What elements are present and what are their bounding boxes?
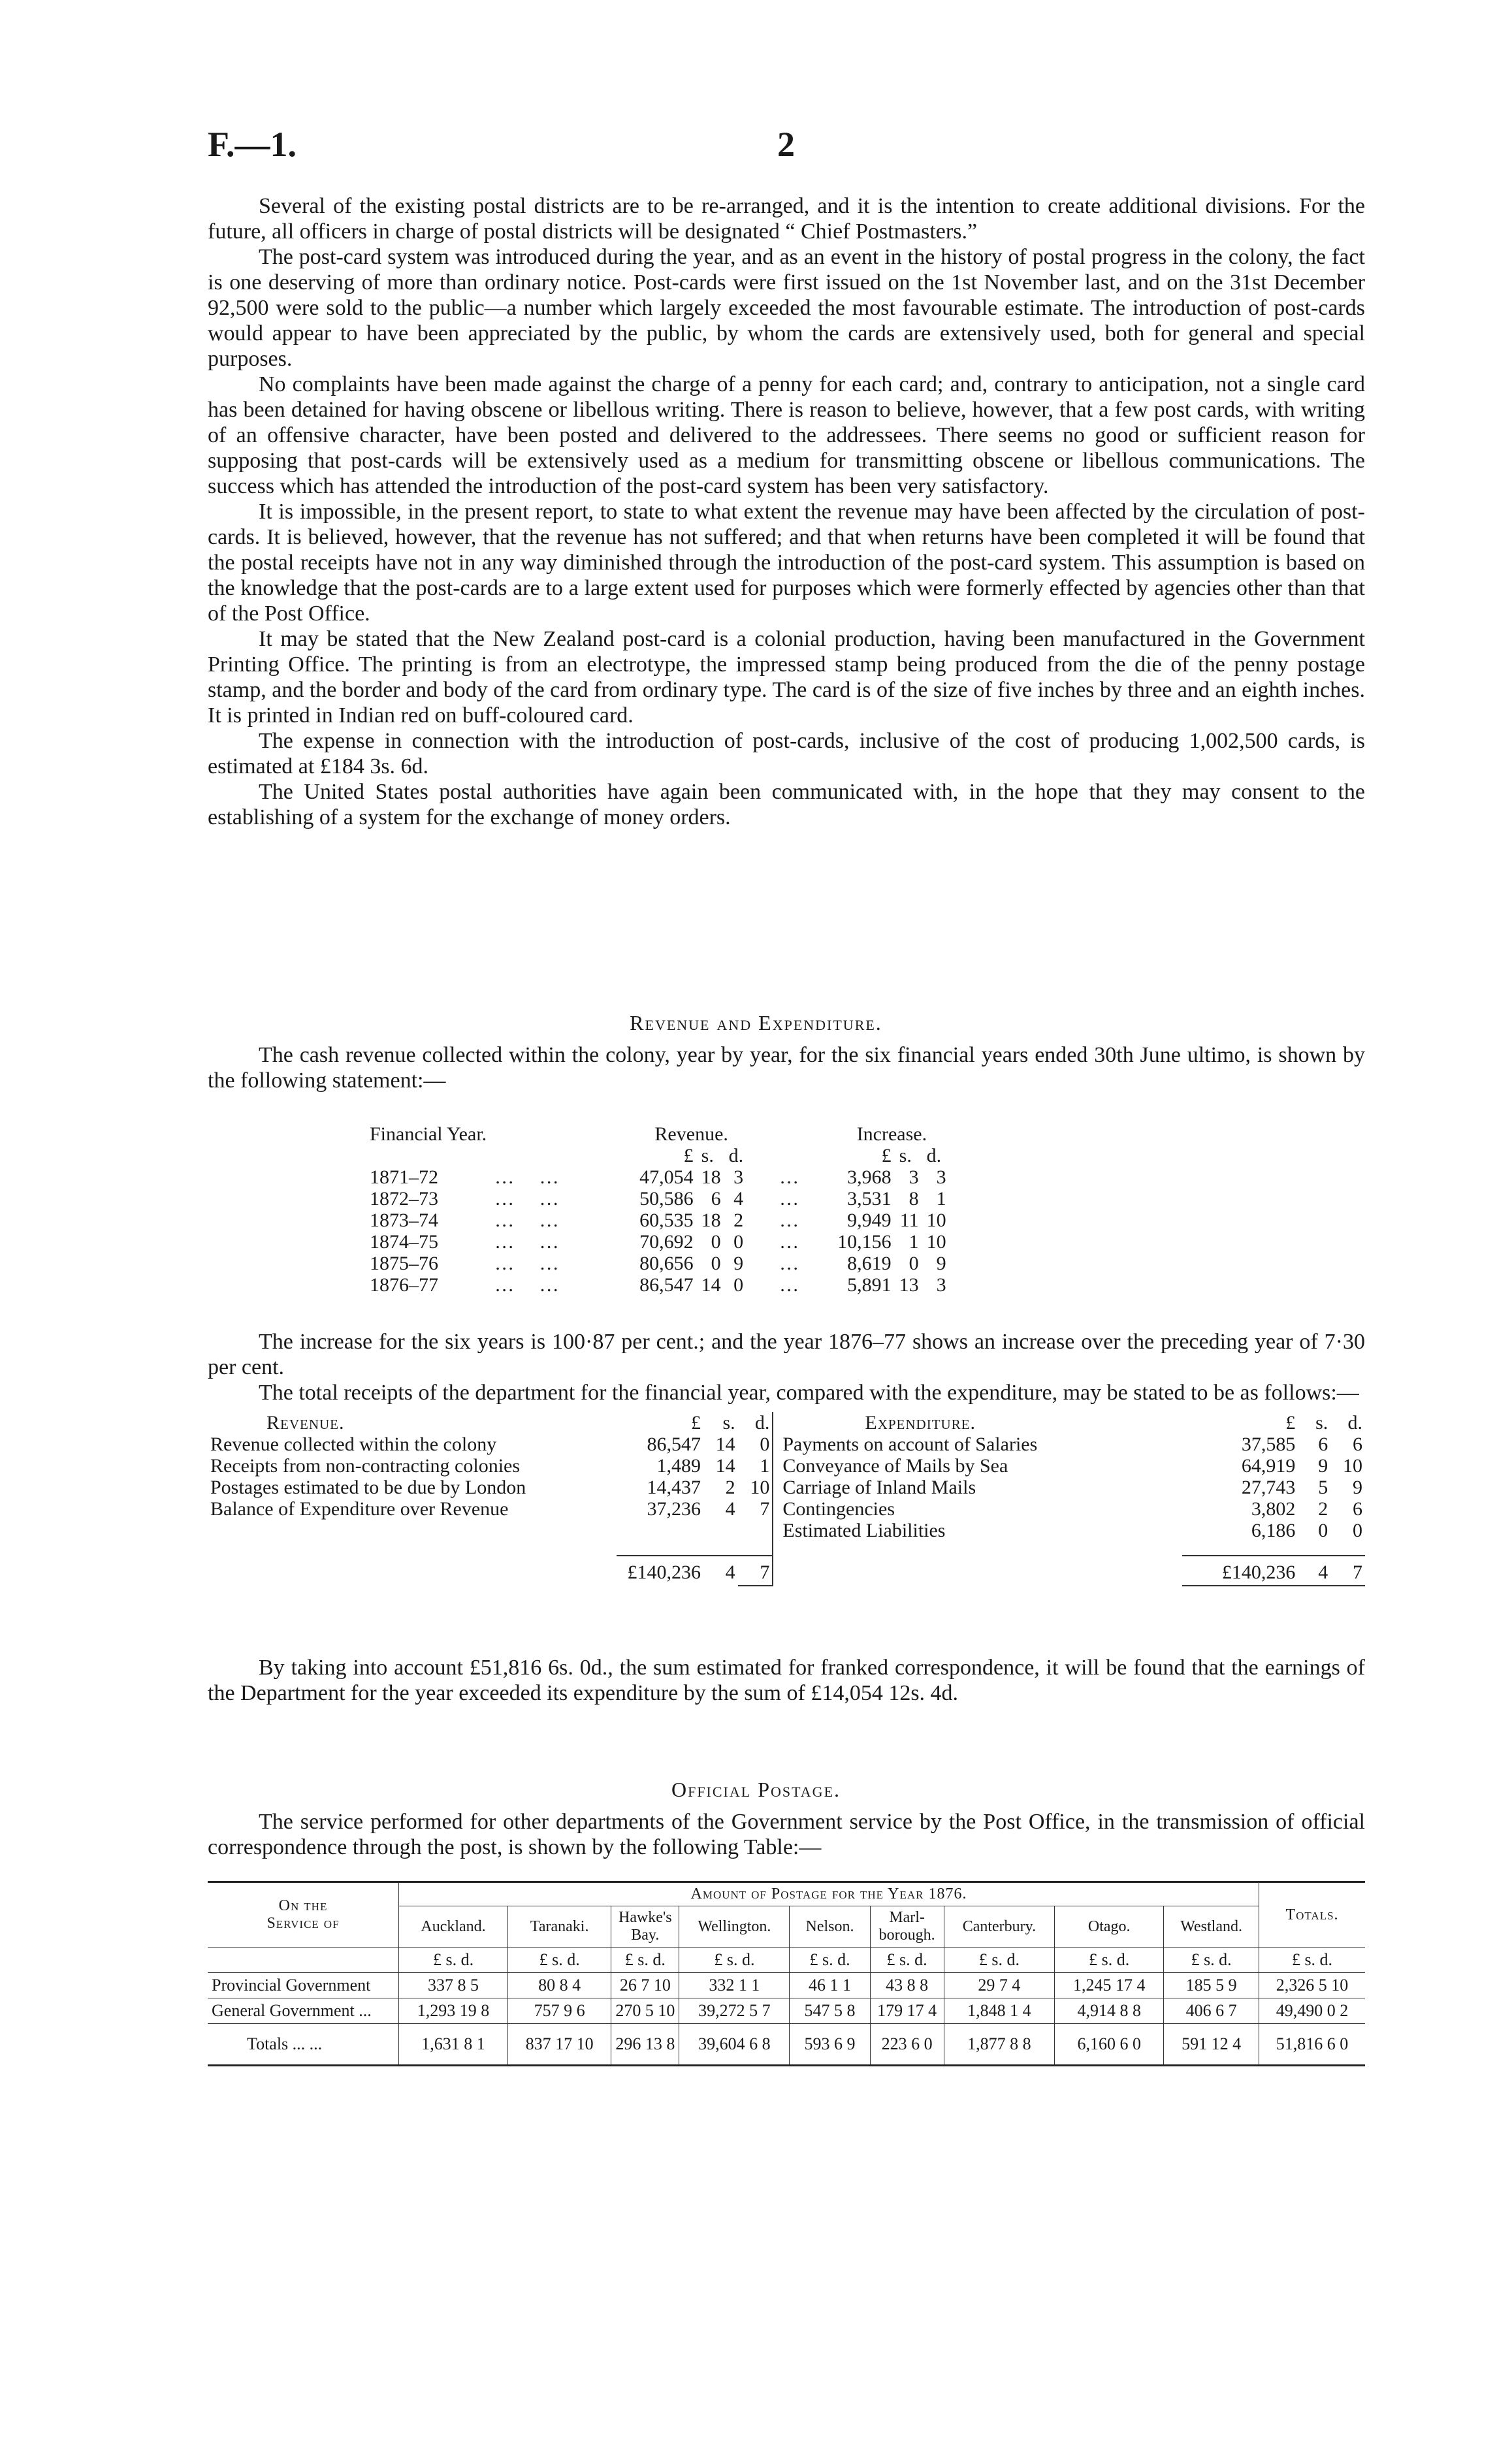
revenue-total-pence: 7	[738, 1556, 773, 1586]
paragraph: The cash revenue collected within the colony, year by year, for the six financial years ended 30th June ultimo, is shown by the following statement:—	[208, 1043, 1365, 1093]
expenditure-item-shillings: 5	[1318, 1477, 1328, 1498]
revenue-item-pence: 7	[738, 1498, 773, 1520]
revenue-pounds: 86,547	[639, 1274, 694, 1296]
paragraph: The post-card system was introduced during the year, and as an event in the history of postal progress in the colony, the fact is one deserving of more than ordinary notice. Post-cards were first issued on the 1st November last, and on the 31st December 92,500 were sold to the public—a number which largely exceeded the most favourable estimate. The introduction of post-cards would appear to have been appreciated by the public, by whom the cards are extensively used, both for general and special purposes.	[208, 245, 1365, 371]
expenditure-item-shillings: 0	[1318, 1520, 1328, 1541]
unit-label: £ s. d.	[1055, 1948, 1164, 1973]
unit-pence: d.	[728, 1145, 744, 1166]
increase-pounds: 10,156	[837, 1231, 892, 1253]
postage-cell: 80 8 4	[508, 1973, 611, 1998]
document-reference: F.—1.	[208, 125, 297, 164]
row-total: 49,490 0 2	[1259, 1998, 1366, 2024]
revenue-shillings: 18	[701, 1166, 721, 1188]
revenue-expenditure-account: Revenue. £ s. d. Expenditure. £ s. d. Revenue collected within the colony 86,547 14 0 Payments on account of Salaries 37,585 6 6 Receipts from non-contracting colonies 1,489 14 1 Conveyance of Mails by Sea 64,919 9 10 Postages estimated to be due by London 14,437 2 10 Carriage of Inland Mails 27,743 5 9 Balance of Expenditure over Revenue 37,236 4 7 Contingencies 3,802 2 6 Estimated Liabilities 6,186 0 0 £140,236 4 7 £140,236 4 7	[208, 1412, 1365, 1586]
unit-label: £ s. d.	[679, 1948, 790, 1973]
increase-pence: 1	[936, 1188, 946, 1210]
table-row: 1871–72 … … 47,054 18 3 … 3,968 3 3	[366, 1166, 950, 1188]
revenue-item-shillings: 2	[725, 1477, 735, 1498]
postage-cell: 39,604 6 8	[679, 2024, 790, 2066]
postage-cell: 270 5 10	[611, 1998, 679, 2024]
paragraph: The total receipts of the department for the financial year, compared with the expenditure, may be stated to be as follows:—	[259, 1381, 1359, 1405]
expenditure-item-pence: 9	[1353, 1477, 1362, 1498]
paragraph: The United States postal authorities have again been communicated with, in the hope that they may consent to the establishing of a system for the exchange of money orders.	[208, 780, 1365, 829]
unit-pence: d.	[926, 1145, 942, 1166]
paragraph: It may be stated that the New Zealand post-card is a colonial production, having been manufactured in the Government Printing Office. The printing is from an electrotype, the impressed stamp being produced from the die of the penny postage stamp, and the border and body of the card from ordinary type. The card is of the size of five inches by three and an eighth inches. It is printed in Indian red on buff-coloured card.	[208, 627, 1365, 728]
revenue-item-pounds: 1,489	[656, 1455, 701, 1477]
revenue-item-shillings: 14	[715, 1434, 735, 1455]
increase-shillings: 13	[899, 1274, 919, 1296]
paragraph: No complaints have been made against the charge of a penny for each card; and, contrary to anticipation, not a single card has been detained for having obscene or libellous writing. There is reason to believe, however, that a few post cards, with writing of an offensive character, have been posted and delivered to the addressees. There seems no good or sufficient reason for supposing that post-cards will be extensively used as a medium for transmitting obscene or libellous communications. The success which has attended the introduction of the post-card system has been very satisfactory.	[208, 372, 1365, 498]
expenditure-item-pence: 6	[1353, 1498, 1362, 1520]
account-row	[208, 1434, 1365, 1455]
revenue-item-pounds: 37,236	[647, 1498, 701, 1520]
table-row: 1876–77 … … 86,547 14 0 … 5,891 13 3	[366, 1274, 950, 1296]
row-total: 2,326 5 10	[1259, 1973, 1366, 1998]
expenditure-item-label: Payments on account of Salaries	[782, 1434, 1038, 1455]
unit-label: £ s. d.	[1164, 1948, 1259, 1973]
year-cell: 1873–74	[370, 1210, 438, 1231]
expenditure-item-label: Carriage of Inland Mails	[782, 1477, 976, 1498]
unit-label: £ s. d.	[611, 1948, 679, 1973]
postage-cell: 1,293 19 8	[399, 1998, 508, 2024]
account-row	[208, 1520, 1365, 1541]
account-row	[208, 1477, 1365, 1498]
increase-pence: 9	[936, 1253, 946, 1274]
service-corner-header	[208, 1882, 399, 1948]
increase-pence: 10	[926, 1210, 946, 1231]
unit-label: £ s. d.	[870, 1948, 944, 1973]
revenue-pounds: 50,586	[639, 1188, 694, 1210]
year-cell: 1872–73	[370, 1188, 438, 1210]
account-row	[208, 1455, 1365, 1477]
district-header: Wellington.	[679, 1906, 790, 1948]
revenue-item-label: Postages estimated to be due by London	[210, 1477, 526, 1498]
unit-label: £ s. d.	[508, 1948, 611, 1973]
revenue-total-shillings: 4	[725, 1562, 735, 1583]
postage-cell: 837 17 10	[508, 2024, 611, 2066]
increase-shillings: 1	[909, 1231, 919, 1253]
expenditure-item-shillings: 9	[1318, 1455, 1328, 1477]
postage-cell: 1,631 8 1	[399, 2024, 508, 2066]
revenue-pence: 2	[733, 1210, 744, 1231]
postage-cell: 332 1 1	[679, 1973, 790, 1998]
revenue-pence: 0	[733, 1274, 744, 1296]
unit-shillings: s.	[899, 1145, 912, 1166]
year-cell: 1871–72	[370, 1166, 438, 1188]
increase-pence: 3	[936, 1274, 946, 1296]
postage-cell: 6,160 6 0	[1055, 2024, 1164, 2066]
increase-pounds: 3,531	[847, 1188, 892, 1210]
increase-pounds: 8,619	[847, 1253, 892, 1274]
revenue-shillings: 14	[701, 1274, 721, 1296]
official-postage-table	[208, 1881, 1365, 2066]
expenditure-item-shillings: 2	[1318, 1498, 1328, 1520]
revenue-shillings: 6	[711, 1188, 721, 1210]
expenditure-item-label: Estimated Liabilities	[782, 1520, 946, 1541]
row-label: Provincial Government	[208, 1973, 399, 1998]
totals-row	[208, 2024, 1365, 2066]
postage-cell: 46 1 1	[790, 1973, 870, 1998]
totals-header: Totals.	[1259, 1882, 1366, 1948]
revenue-shillings: 0	[711, 1253, 721, 1274]
district-header: Westland.	[1164, 1906, 1259, 1948]
revenue-pounds: 80,656	[639, 1253, 694, 1274]
increase-pence: 10	[926, 1231, 946, 1253]
paragraph: Several of the existing postal districts are to be re-arranged, and it is the intention to create additional divisions. For the future, all officers in charge of postal districts will be designated “ Chief Postmasters.”	[208, 194, 1365, 244]
postage-cell: 1,245 17 4	[1055, 1973, 1164, 1998]
expenditure-item-pence: 6	[1353, 1434, 1362, 1455]
revenue-item-pounds: 14,437	[647, 1477, 701, 1498]
corner-label-line2: Service of	[266, 1915, 340, 1932]
official-postage-intro	[208, 1809, 1365, 1860]
expenditure-item-pounds: 64,919	[1241, 1455, 1296, 1477]
expenditure-item-pence: 10	[1343, 1455, 1362, 1477]
table-row: 1873–74 … … 60,535 18 2 … 9,949 11 10	[366, 1210, 950, 1231]
revenue-item-label: Receipts from non-contracting colonies	[210, 1455, 521, 1477]
revenue-pence: 3	[733, 1166, 744, 1188]
postage-cell: 1,848 1 4	[944, 1998, 1055, 2024]
revenue-item-shillings: 4	[725, 1498, 735, 1520]
postage-cell: 185 5 9	[1164, 1973, 1259, 1998]
expenditure-item-pounds: 6,186	[1251, 1520, 1296, 1541]
postage-cell: 39,272 5 7	[679, 1998, 790, 2024]
table-row	[208, 1998, 1365, 2024]
postage-cell: 4,914 8 8	[1055, 1998, 1164, 2024]
district-header: Marl-borough.	[870, 1906, 944, 1948]
unit-label: £ s. d.	[790, 1948, 870, 1973]
unit-label: £ s. d.	[944, 1948, 1055, 1973]
postage-cell: 296 13 8	[611, 2024, 679, 2066]
table-row: 1874–75 … … 70,692 0 0 … 10,156 1 10	[366, 1231, 950, 1253]
account-totals-row	[208, 1556, 1365, 1586]
paragraph: The expense in connection with the introduction of post-cards, inclusive of the cost of producing 1,002,500 cards, is estimated at £184 3s. 6d.	[208, 729, 1365, 778]
franked-paragraph	[208, 1655, 1365, 1706]
expenditure-item-pounds: 37,585	[1241, 1434, 1296, 1455]
revenue-shillings: 0	[711, 1231, 721, 1253]
page-number: 2	[777, 125, 795, 164]
expenditure-item-shillings: 6	[1318, 1434, 1328, 1455]
expenditure-item-pounds: 27,743	[1241, 1477, 1296, 1498]
revenue-item-pence: 0	[738, 1434, 773, 1455]
postage-cell: 43 8 8	[870, 1973, 944, 1998]
increase-shillings: 3	[909, 1166, 919, 1188]
unit-pounds: £	[881, 1145, 892, 1166]
expenditure-item-label: Conveyance of Mails by Sea	[782, 1455, 1008, 1477]
postage-cell: 757 9 6	[508, 1998, 611, 2024]
postage-cell: 29 7 4	[944, 1973, 1055, 1998]
district-header: Canterbury.	[944, 1906, 1055, 1948]
year-cell: 1875–76	[370, 1253, 438, 1274]
district-header: Auckland.	[399, 1906, 508, 1948]
expenditure-total-shillings: 4	[1298, 1556, 1330, 1586]
increase-shillings: 11	[899, 1210, 919, 1231]
revenue-pence: 4	[733, 1188, 744, 1210]
table-row	[208, 1973, 1365, 1998]
corner-label-line1: On the	[278, 1897, 328, 1914]
revenue-item-shillings: 14	[715, 1455, 735, 1477]
unit-label: £ s. d.	[1259, 1948, 1366, 1973]
postage-cell: 337 8 5	[399, 1973, 508, 1998]
increase-pence: 3	[936, 1166, 946, 1188]
row-label: Totals ... ...	[208, 2024, 399, 2066]
increase-pounds: 5,891	[847, 1274, 892, 1296]
section-title-official-postage: Official Postage.	[671, 1778, 841, 1801]
revenue-item-pence: 10	[738, 1477, 773, 1498]
col-header-increase: Increase.	[856, 1123, 927, 1145]
postage-cell: 1,877 8 8	[944, 2024, 1055, 2066]
revenue-pence: 0	[733, 1231, 744, 1253]
revenue-item-pence: 1	[738, 1455, 773, 1477]
year-cell: 1874–75	[370, 1231, 438, 1253]
unit-label: £ s. d.	[399, 1948, 508, 1973]
unit-pounds: £	[683, 1145, 694, 1166]
revenue-by-year-table	[366, 1123, 950, 1296]
revenue-pounds: 47,054	[639, 1166, 694, 1188]
paragraph: It is impossible, in the present report, to state to what extent the revenue may have been affected by the circulation of post-cards. It is believed, however, that the revenue has not suffered; and that when returns have been completed it will be found that the postal receipts have not in any way diminished through the introduction of the post-card system. This assumption is based on the knowledge that the post-cards are to a large extent used for purposes which were formerly effected by agencies other than that of the Post Office.	[208, 500, 1365, 626]
section-title-revenue: Revenue and Expenditure.	[630, 1011, 882, 1034]
unit-row	[208, 1948, 1365, 1973]
district-header: Hawke's Bay.	[611, 1906, 679, 1948]
revenue-heading: Revenue.	[266, 1412, 345, 1434]
year-cell: 1876–77	[370, 1274, 438, 1296]
increase-shillings: 8	[909, 1188, 919, 1210]
postage-cell: 593 6 9	[790, 2024, 870, 2066]
increase-shillings: 0	[909, 1253, 919, 1274]
revenue-total-pounds: £140,236	[627, 1562, 701, 1583]
district-header: Otago.	[1055, 1906, 1164, 1948]
paragraph: By taking into account £51,816 6s. 0d., the sum estimated for franked correspondence, it will be found that the earnings of the Department for the year exceeded its expenditure by the sum of £14,054 12s. 4d.	[208, 1656, 1365, 1705]
intro-paragraphs	[208, 193, 1365, 830]
revenue-pence: 9	[733, 1253, 744, 1274]
revenue-item-label: Balance of Expenditure over Revenue	[210, 1498, 509, 1520]
district-header: Nelson.	[790, 1906, 870, 1948]
postage-cell: 406 6 7	[1164, 1998, 1259, 2024]
paragraph: The service performed for other departments of the Government service by the Post Office, in the transmission of official correspondence through the post, is shown by the following Table:—	[208, 1810, 1365, 1859]
postage-cell: 223 6 0	[870, 2024, 944, 2066]
revenue-pounds: 70,692	[639, 1231, 694, 1253]
revenue-paragraphs	[208, 1329, 1365, 1405]
paragraph: The increase for the six years is 100·87 per cent.; and the year 1876–77 shows an increase over the preceding year of 7·30 per cent.	[208, 1330, 1365, 1379]
expenditure-item-label: Contingencies	[782, 1498, 895, 1520]
table-row: 1875–76 … … 80,656 0 9 … 8,619 0 9	[366, 1253, 950, 1274]
increase-pounds: 3,968	[847, 1166, 892, 1188]
col-header-revenue: Revenue.	[654, 1123, 728, 1145]
expenditure-total-pence: 7	[1330, 1556, 1365, 1586]
expenditure-total-pounds: £140,236	[1182, 1556, 1298, 1586]
expenditure-item-pence: 0	[1353, 1520, 1362, 1541]
district-header: Taranaki.	[508, 1906, 611, 1948]
expenditure-item-pounds: 3,802	[1251, 1498, 1296, 1520]
expenditure-heading: Expenditure.	[865, 1412, 976, 1434]
col-header-year: Financial Year.	[370, 1123, 487, 1145]
row-label: General Government ...	[208, 1998, 399, 2024]
postage-cell: 179 17 4	[870, 1998, 944, 2024]
revenue-item-label: Revenue collected within the colony	[210, 1434, 497, 1455]
increase-pounds: 9,949	[847, 1210, 892, 1231]
postage-cell: 591 12 4	[1164, 2024, 1259, 2066]
postage-cell: 547 5 8	[790, 1998, 870, 2024]
revenue-pounds: 60,535	[639, 1210, 694, 1231]
revenue-shillings: 18	[701, 1210, 721, 1231]
postage-cell: 26 7 10	[611, 1973, 679, 1998]
table-row: 1872–73 … … 50,586 6 4 … 3,531 8 1	[366, 1188, 950, 1210]
revenue-item-pounds: 86,547	[647, 1434, 701, 1455]
account-row	[208, 1498, 1365, 1520]
revenue-intro	[208, 1042, 1365, 1093]
amount-header: Amount of Postage for the Year 1876.	[399, 1882, 1259, 1906]
row-total: 51,816 6 0	[1259, 2024, 1366, 2066]
unit-shillings: s.	[701, 1145, 714, 1166]
